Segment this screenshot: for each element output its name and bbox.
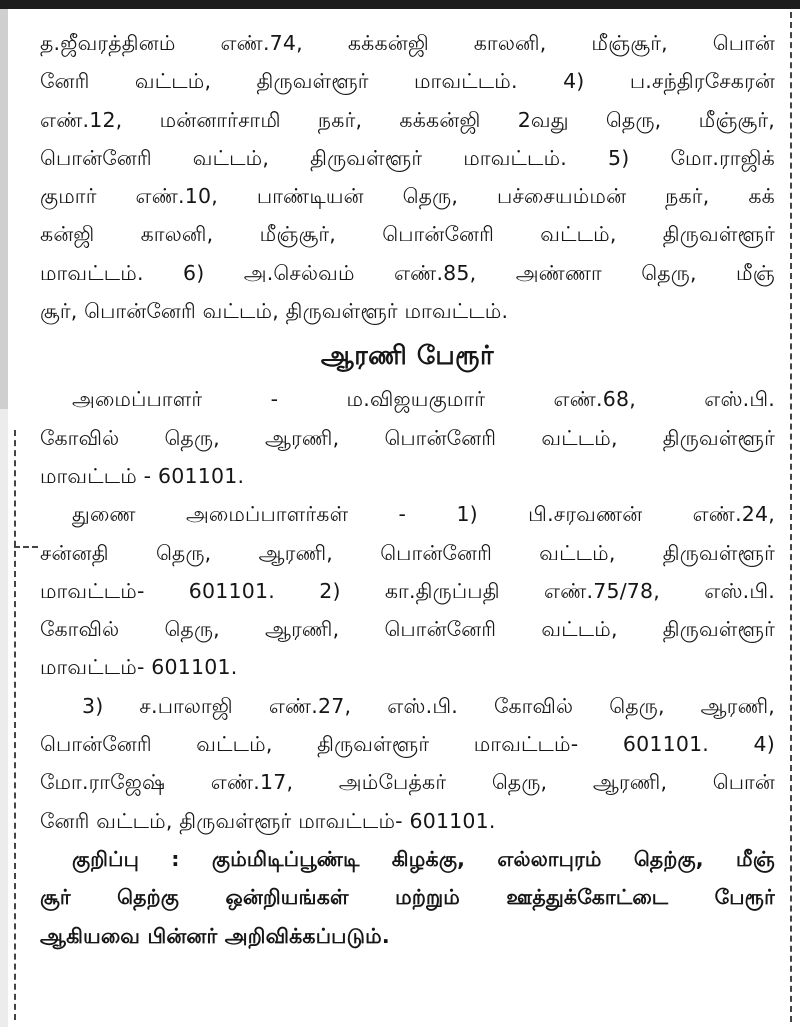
section-heading: ஆரணி பேரூர் [320, 341, 495, 372]
text-line: பொன்னேரி வட்டம், திருவள்ளூர் மாவட்டம். 5) மோ.ராஜிக் [40, 145, 775, 170]
text-line: பொன்னேரி வட்டம், திருவள்ளூர் மாவட்டம்- 601101. 4) [40, 732, 775, 757]
text-line: சூர் தெற்கு ஒன்றியங்கள் மற்றும் ஊத்துக்கோட்டை பேரூர் [40, 885, 775, 910]
text-line: மாவட்டம்- 601101. 2) கா.திருப்பதி எண்.75/78, எஸ்.பி. [40, 578, 775, 603]
cut-line-tick [14, 546, 38, 548]
text-line: குமார் எண்.10, பாண்டியன் தெரு, பச்சையம்மன் நகர், கக் [40, 184, 775, 209]
text-line: துணை அமைப்பாளர்கள் - 1) பி.சரவணன் எண்.24, [72, 502, 775, 527]
text-line: சன்னதி தெரு, ஆரணி, பொன்னேரி வட்டம், திருவள்ளூர் [40, 540, 775, 565]
left-margin-shade [0, 9, 8, 409]
text-line: சூர், பொன்னேரி வட்டம், திருவள்ளூர் மாவட்டம். [40, 299, 509, 324]
meenjur-members-continued [40, 24, 775, 330]
deputy-conveners-continued-paragraph [40, 687, 775, 840]
text-line: கன்ஜி காலனி, மீஞ்சூர், பொன்னேரி வட்டம், திருவள்ளூர் [40, 222, 775, 247]
text-line: குறிப்பு : கும்மிடிப்பூண்டி கிழக்கு, எல்லாபுரம் தெற்கு, மீஞ் [72, 846, 775, 871]
text-line: 3) ச.பாலாஜி எண்.27, எஸ்.பி. கோவில் தெரு, ஆரணி, [82, 693, 775, 718]
text-line: மாவட்டம். 6) அ.செல்வம் எண்.85, அண்ணா தெரு, மீஞ் [40, 260, 775, 285]
text-line: அமைப்பாளர் - ம.விஜயகுமார் எண்.68, எஸ்.பி. [72, 387, 775, 412]
article-column [40, 24, 775, 955]
text-line: மோ.ராஜேஷ் எண்.17, அம்பேத்கர் தெரு, ஆரணி, பொன் [40, 770, 775, 795]
note-paragraph [40, 840, 775, 955]
text-line: னேரி வட்டம், திருவள்ளூர் மாவட்டம். 4) ப.சந்திரசேகரன் [40, 69, 775, 94]
text-line: த.ஜீவரத்தினம் எண்.74, கக்கன்ஜி காலனி, மீஞ்சூர், பொன் [40, 31, 775, 55]
text-line: மாவட்டம் - 601101. [40, 463, 245, 488]
text-line: னேரி வட்டம், திருவள்ளூர் மாவட்டம்- 601101. [40, 808, 496, 833]
text-line: ஆகியவை பின்னர் அறிவிக்கப்படும். [40, 923, 390, 948]
top-rule [0, 0, 800, 9]
text-line: மாவட்டம்- 601101. [40, 655, 238, 680]
deputy-conveners-paragraph [40, 495, 775, 686]
convener-paragraph [40, 380, 775, 495]
text-line: கோவில் தெரு, ஆரணி, பொன்னேரி வட்டம், திருவள்ளூர் [40, 617, 775, 642]
text-line: எண்.12, மன்னார்சாமி நகர், கக்கன்ஜி 2வது தெரு, மீஞ்சூர், [40, 107, 775, 132]
right-cut-line [790, 12, 792, 1022]
text-line: கோவில் தெரு, ஆரணி, பொன்னேரி வட்டம், திருவள்ளூர் [40, 425, 775, 450]
left-cut-line [14, 430, 16, 1020]
